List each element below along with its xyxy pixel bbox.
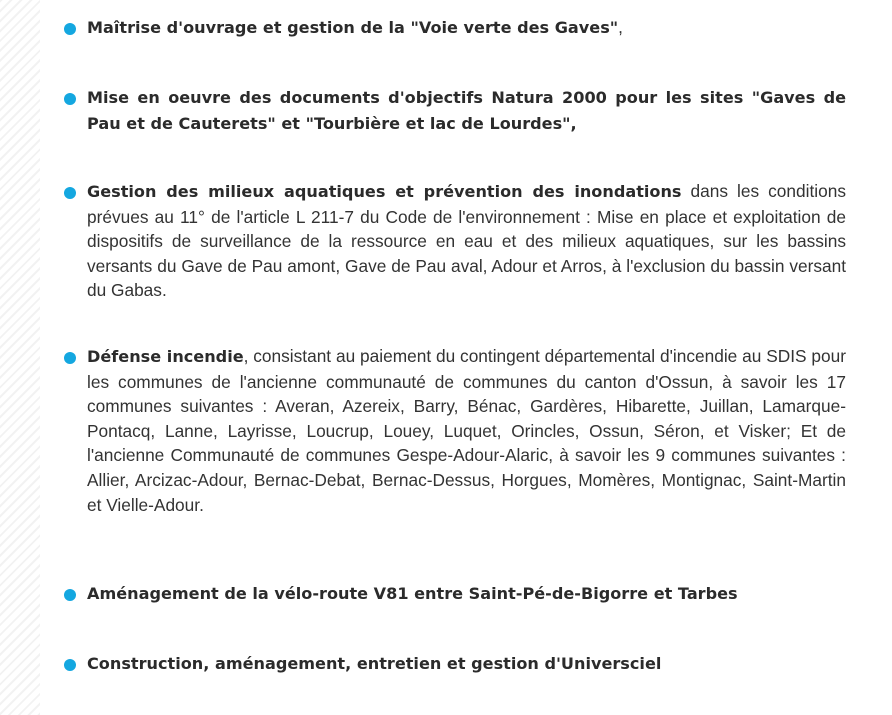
list-item bbox=[64, 85, 846, 136]
bullet-dot-icon bbox=[64, 23, 76, 35]
list-item-text bbox=[87, 15, 846, 41]
list-item-heading: Gestion des milieux aquatiques et prévention des inondations bbox=[87, 182, 682, 201]
list-item-body: , bbox=[618, 17, 623, 37]
list-item-heading: Défense incendie bbox=[87, 347, 244, 366]
list-item bbox=[64, 344, 846, 517]
decorative-pattern-strip bbox=[0, 0, 40, 715]
bullet-dot-icon bbox=[64, 187, 76, 199]
list-item bbox=[64, 581, 846, 607]
list-item-text bbox=[87, 179, 846, 303]
list-item-body: , consistant au paiement du contingent départemental d'incendie au SDIS pour les communes de l'ancienne communauté de communes du canton d'Ossun, à savoir les 17 communes suivantes : Averan, Azereix, Barry, Bénac, Gardères, Hibarette, Juillan, Lamarque-Pontacq, Lanne, Layrisse, Loucrup, Louey, Luquet, Orincles, Ossun, Séron, et Visker; Et de l'ancienne Communauté de communes Gespe-Adour-Alaric, à savoir les 9 communes suivantes : Allier, Arcizac-Adour, Bernac-Debat, Bernac-Dessus, Horgues, Momères, Montignac, Saint-Martin et Vielle-Adour. bbox=[87, 346, 846, 515]
list-item-heading: Mise en oeuvre des documents d'objectifs Natura 2000 pour les sites "Gaves de Pau et de Cauterets" et "Tourbière et lac de Lourdes", bbox=[87, 88, 846, 133]
list-item-text bbox=[87, 85, 846, 136]
list-item bbox=[64, 179, 846, 303]
list-item-heading: Construction, aménagement, entretien et gestion d'Universciel bbox=[87, 654, 662, 673]
bullet-dot-icon bbox=[64, 93, 76, 105]
list-item-text bbox=[87, 581, 846, 607]
list-item-body: dans les conditions prévues au 11° de l'article L 211-7 du Code de l'environnement : Mise en place et exploitation de dispositifs de surveillance de la ressource en eau et des milieux aquatiques, sur les bassins versants du Gave de Pau amont, Gave de Pau aval, Adour et Arros, à l'exclusion du bassin versant du Gabas. bbox=[87, 181, 846, 301]
list-item bbox=[64, 15, 846, 41]
list-item bbox=[64, 651, 846, 677]
bullet-dot-icon bbox=[64, 352, 76, 364]
bullet-dot-icon bbox=[64, 659, 76, 671]
bullet-dot-icon bbox=[64, 589, 76, 601]
list-item-heading: Aménagement de la vélo-route V81 entre Saint-Pé-de-Bigorre et Tarbes bbox=[87, 584, 738, 603]
list-item-heading: Maîtrise d'ouvrage et gestion de la "Voie verte des Gaves" bbox=[87, 18, 619, 37]
list-item-text bbox=[87, 651, 846, 677]
list-item-text bbox=[87, 344, 846, 517]
